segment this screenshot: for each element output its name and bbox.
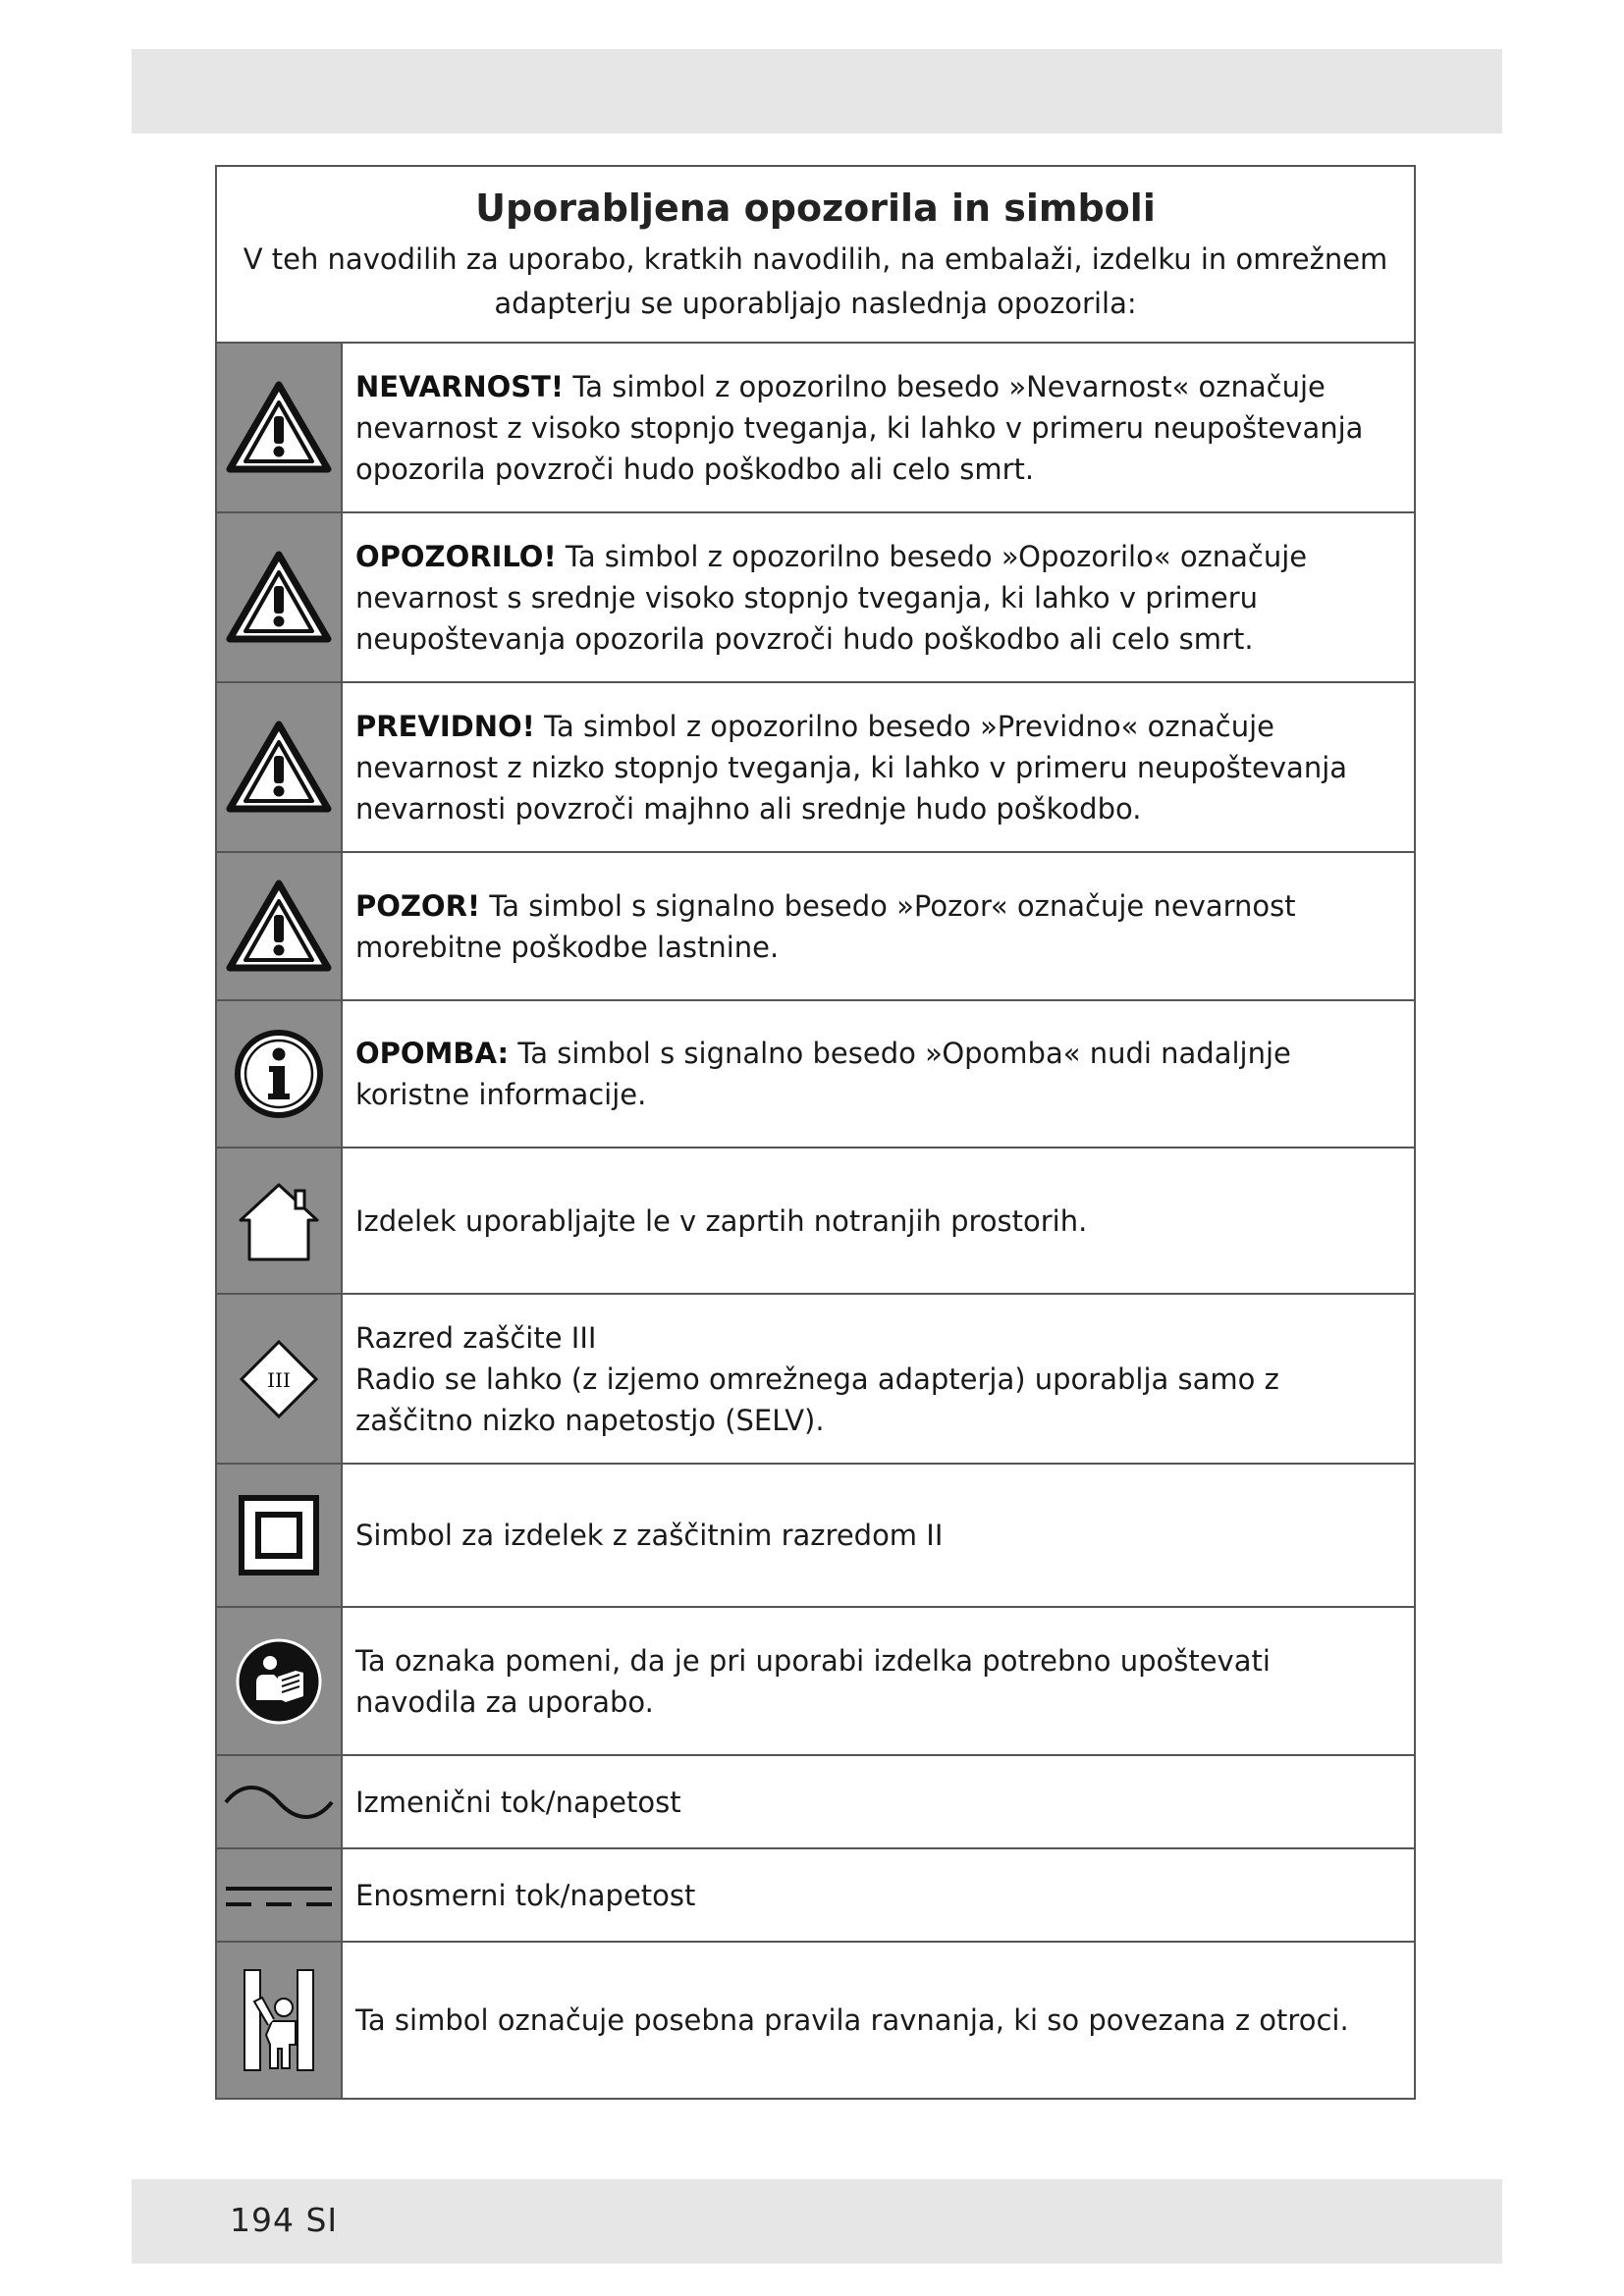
- warning-triangle-icon: [226, 551, 332, 645]
- icon-cell: [217, 513, 343, 681]
- table-row: [217, 1295, 1414, 1465]
- description: Ta simbol s signalno besedo »Pozor« označuje nevarnost morebitne poškodbe lastnine.: [355, 888, 1296, 964]
- intro-text: V teh navodilih za uporabo, kratkih navodilih, na embalaži, izdelku in omrežnem adapterju se uporabljajo naslednja opozorila:: [243, 241, 1388, 320]
- text-cell: [343, 344, 1414, 511]
- warning-triangle-icon: [226, 381, 332, 475]
- text-cell: [343, 513, 1414, 681]
- icon-cell: [217, 1001, 343, 1147]
- protection-class-heading: Razred zaščite III: [355, 1320, 597, 1355]
- icon-cell: [217, 853, 343, 999]
- icon-cell: [217, 1465, 343, 1606]
- table-row: [217, 1148, 1414, 1295]
- text-cell: [343, 1465, 1414, 1606]
- signal-word: NEVARNOST!: [355, 369, 565, 403]
- symbols-table: [215, 165, 1416, 2100]
- icon-cell: [217, 1849, 343, 1941]
- icon-cell: [217, 1148, 343, 1293]
- text-cell: [343, 1608, 1414, 1754]
- description: Radio se lahko (z izjemo omrežnega adapterja) uporablja samo z zaščitno nizko napetostjo (SELV).: [355, 1362, 1279, 1437]
- info-icon: [234, 1029, 324, 1119]
- text-cell: [343, 683, 1414, 851]
- row-text: [355, 885, 1396, 968]
- direct-current-icon: [222, 1881, 336, 1910]
- table-header: [217, 167, 1414, 344]
- table-row: [217, 683, 1414, 853]
- class-iii-label: III: [267, 1367, 291, 1392]
- icon-cell: [217, 1295, 343, 1463]
- icon-cell: [217, 683, 343, 851]
- description: Ta simbol s signalno besedo »Opomba« nudi nadaljnje koristne informacije.: [355, 1037, 1291, 1111]
- description: Izmenični tok/napetost: [355, 1785, 681, 1819]
- description: Ta simbol označuje posebna pravila ravnanja, ki so povezana z otroci.: [355, 2003, 1349, 2037]
- read-manual-icon: [235, 1637, 323, 1726]
- description: Ta simbol z opozorilno besedo »Nevarnost« označuje nevarnost z visoko stopnjo tveganja, ki lahko v primeru neupoštevanja opozorila povzroči hudo poškodbo ali celo smrt.: [355, 369, 1364, 486]
- text-cell: [343, 1849, 1414, 1941]
- text-cell: [343, 1001, 1414, 1147]
- description: Ta simbol z opozorilno besedo »Opozorilo« označuje nevarnost s srednje visoko stopnjo tveganja, ki lahko v primeru neupoštevanja opozorila povzroči hudo poškodbo ali celo smrt.: [355, 539, 1308, 656]
- signal-word: POZOR!: [355, 888, 481, 923]
- icon-cell: [217, 1608, 343, 1754]
- signal-word: OPOMBA:: [355, 1037, 510, 1070]
- description: Izdelek uporabljajte le v zaprtih notranjih prostorih.: [355, 1203, 1088, 1238]
- signal-word: OPOZORILO!: [355, 539, 557, 573]
- row-text: [355, 536, 1396, 660]
- page-title: Uporabljena opozorila in simboli: [475, 187, 1156, 230]
- table-row: [217, 344, 1414, 513]
- table-row: [217, 1943, 1414, 2098]
- row-text: [355, 706, 1396, 829]
- table-row: [217, 1001, 1414, 1148]
- child-warning-icon: [239, 1966, 319, 2074]
- warning-triangle-icon: [226, 880, 332, 974]
- text-cell: [343, 1943, 1414, 2098]
- row-text: [355, 1033, 1396, 1115]
- protection-class-ii-icon: [239, 1495, 319, 1575]
- description: Ta oznaka pomeni, da je pri uporabi izdelka potrebno upoštevati navodila za uporabo.: [355, 1643, 1271, 1719]
- signal-word: PREVIDNO!: [355, 709, 535, 743]
- footer-band: [132, 2179, 1502, 2264]
- table-row: [217, 1465, 1414, 1608]
- table-row: [217, 1756, 1414, 1849]
- table-row: [217, 1608, 1414, 1756]
- top-margin-band: [132, 49, 1502, 133]
- description: Ta simbol z opozorilno besedo »Previdno« označuje nevarnost z nizko stopnjo tveganja, ki lahko v primeru neupoštevanja nevarnosti povzroči majhno ali srednje hudo poškodbo.: [355, 709, 1348, 826]
- table-row: [217, 513, 1414, 683]
- warning-triangle-icon: [226, 721, 332, 815]
- text-cell: [343, 853, 1414, 999]
- protection-class-iii-icon: [238, 1338, 320, 1420]
- text-cell: [343, 1756, 1414, 1847]
- text-cell: [343, 1148, 1414, 1293]
- description: Enosmerni tok/napetost: [355, 1878, 696, 1912]
- table-row: [217, 853, 1414, 1001]
- description: Simbol za izdelek z zaščitnim razredom II: [355, 1519, 944, 1552]
- house-icon: [233, 1179, 325, 1263]
- row-text: [355, 1317, 1396, 1441]
- alternating-current-icon: [222, 1783, 336, 1822]
- table-row: [217, 1849, 1414, 1943]
- text-cell: [343, 1295, 1414, 1463]
- page-number: 194 SI: [230, 2201, 339, 2239]
- icon-cell: [217, 344, 343, 511]
- icon-cell: [217, 1943, 343, 2098]
- row-text: [355, 366, 1396, 490]
- icon-cell: [217, 1756, 343, 1847]
